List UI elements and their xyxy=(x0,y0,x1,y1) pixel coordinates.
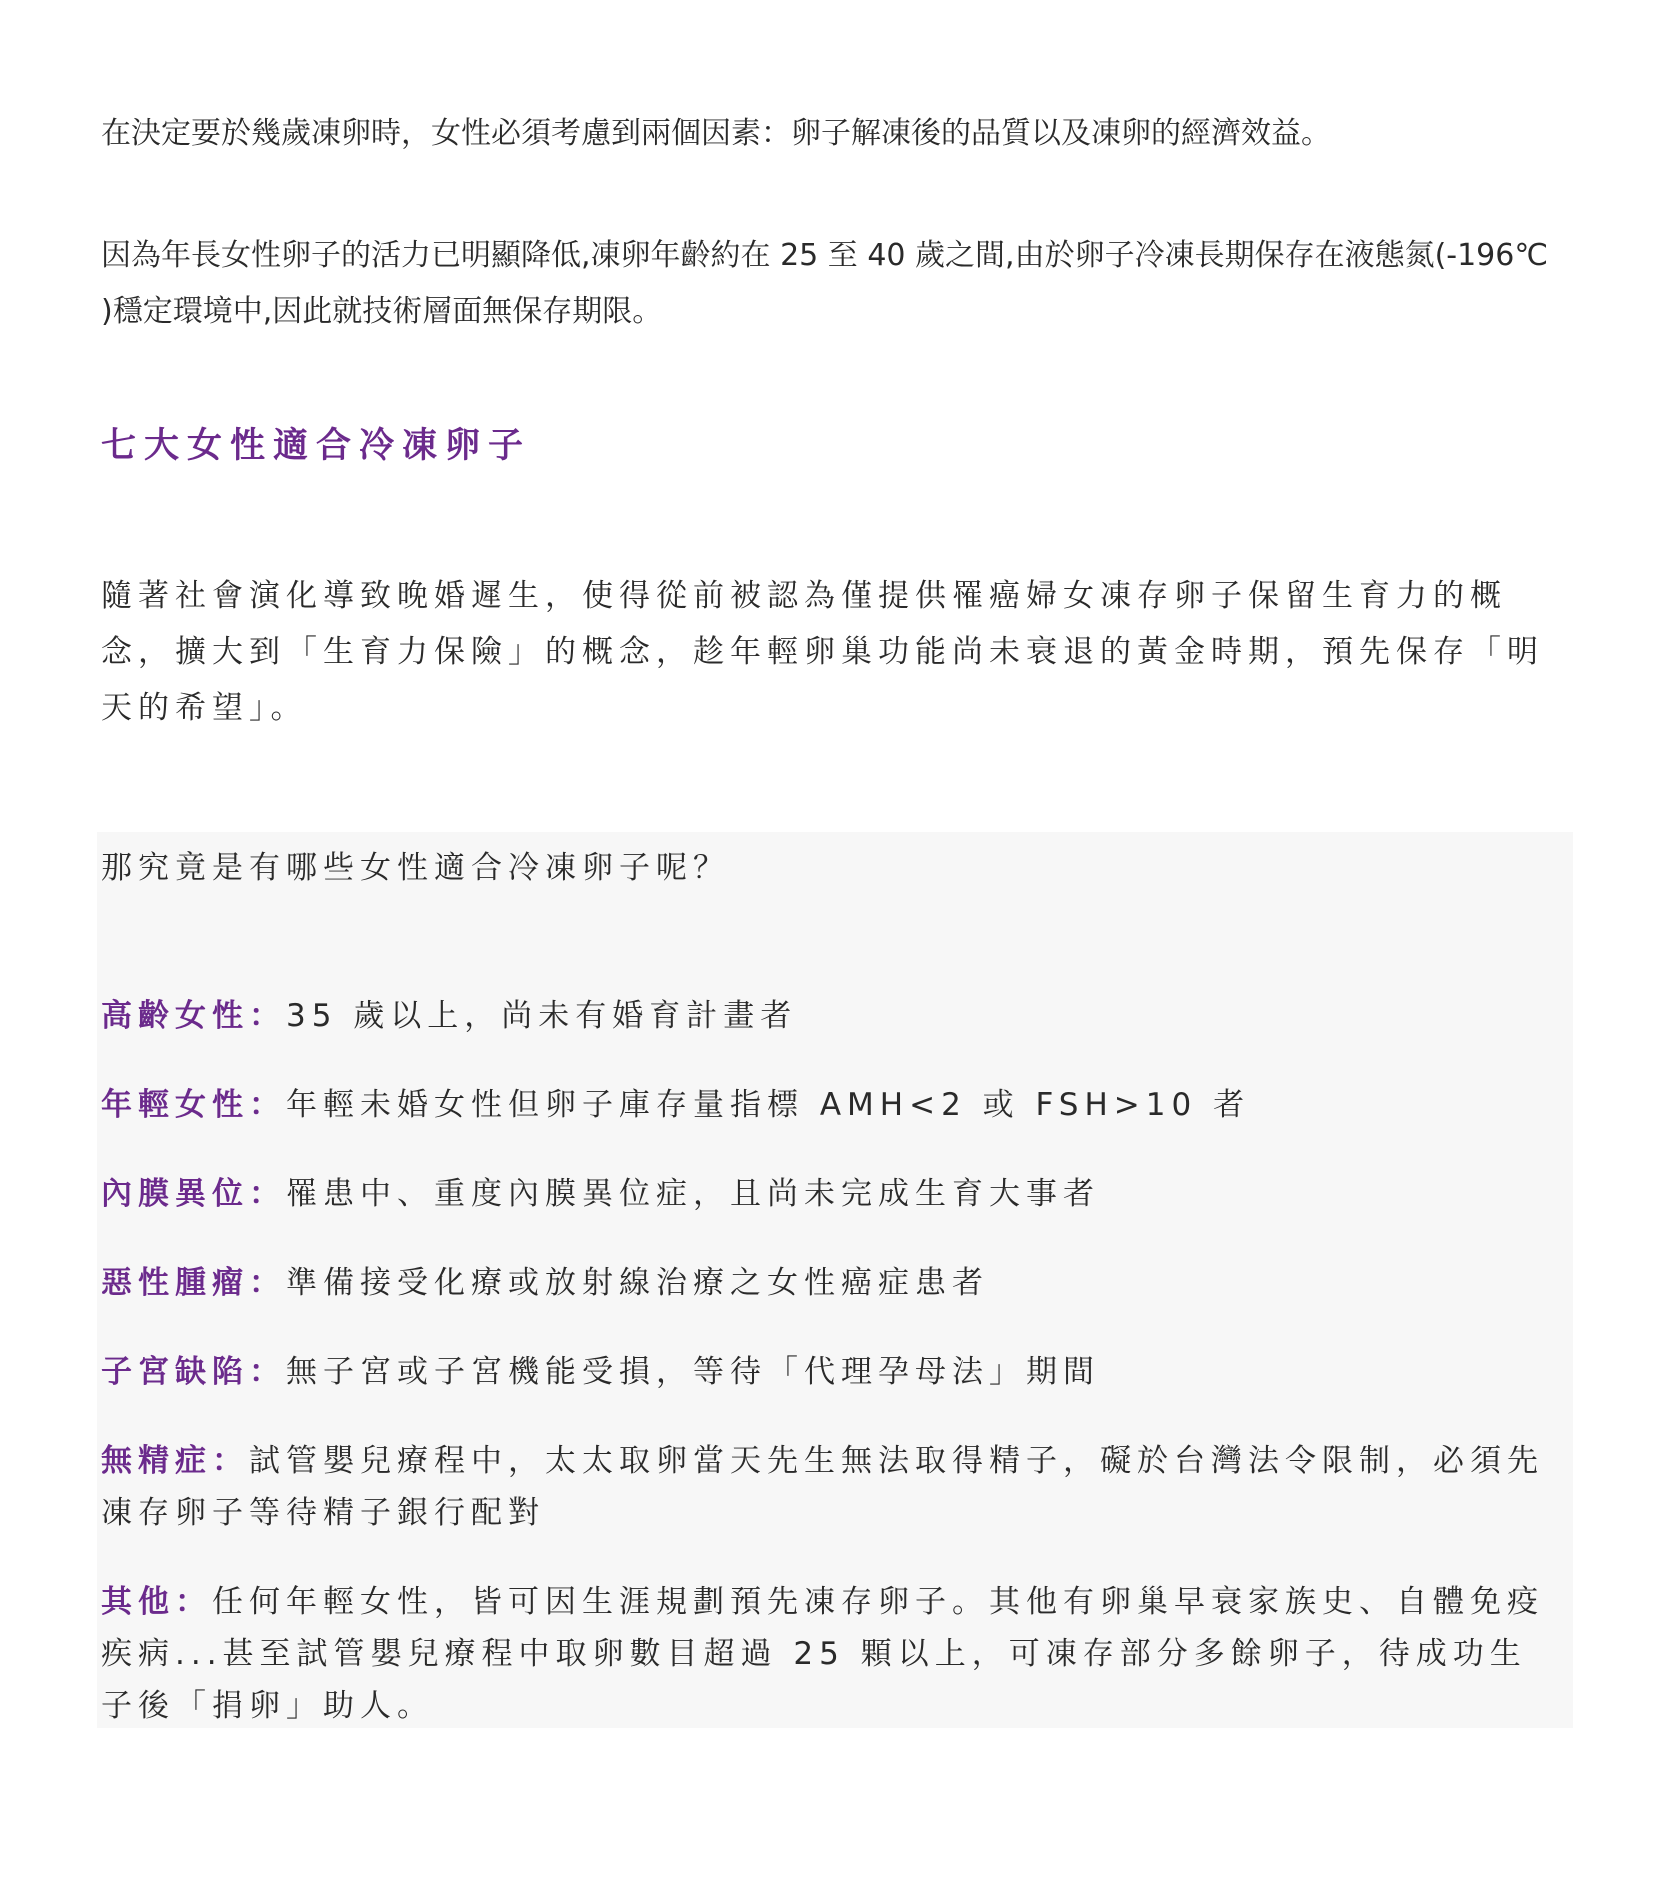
list-item xyxy=(101,1346,1561,1398)
item-text: 準備接受化療或放射線治療之女性癌症患者 xyxy=(286,1265,989,1301)
panel-question: 那究竟是有哪些女性適合冷凍卵子呢？ xyxy=(101,850,730,886)
item-label: 子宮缺陷： xyxy=(101,1354,286,1390)
intro-paragraph-age-factors: 在決定要於幾歲凍卵時，女性必須考慮到兩個因素：卵子解凍後的品質以及凍卵的經濟效益。 xyxy=(101,116,1331,151)
item-label: 高齡女性： xyxy=(101,998,286,1034)
list-item xyxy=(101,1168,1561,1220)
item-label: 惡性腫瘤： xyxy=(101,1265,286,1301)
list-item xyxy=(101,1257,1561,1309)
item-text: 無子宮或子宮機能受損，等待「代理孕母法」期間 xyxy=(286,1354,1100,1390)
list-item xyxy=(101,1576,1561,1732)
item-label: 內膜異位： xyxy=(101,1176,286,1212)
section-heading: 七大女性適合冷凍卵子 xyxy=(101,426,532,466)
list-item xyxy=(101,990,1561,1042)
item-label: 年輕女性： xyxy=(101,1087,286,1123)
item-label: 無精症： xyxy=(101,1443,249,1479)
list-item xyxy=(101,1435,1561,1539)
item-text: 罹患中、重度內膜異位症，且尚未完成生育大事者 xyxy=(286,1176,1100,1212)
item-text: 任何年輕女性，皆可因生涯規劃預先凍存卵子。其他有卵巢早衰家族史、自體免疫疾病...甚至試管嬰兒療程中取卵數目超過 25 顆以上，可凍存部分多餘卵子，待成功生子後「捐卵」助人。 xyxy=(101,1584,1544,1724)
section-paragraph: 隨著社會演化導致晚婚遲生，使得從前被認為僅提供罹癌婦女凍存卵子保留生育力的概念，擴大到「生育力保險」的概念，趁年輕卵巢功能尚未衰退的黃金時期，預先保存「明天的希望」。 xyxy=(101,578,1544,726)
item-label: 其他： xyxy=(101,1584,212,1620)
item-text: 35 歲以上，尚未有婚育計畫者 xyxy=(286,998,798,1034)
item-text: 年輕未婚女性但卵子庫存量指標 AMH<2 或 FSH>10 者 xyxy=(286,1087,1251,1123)
intro-paragraph-age-range: 因為年長女性卵子的活力已明顯降低,凍卵年齡約在 25 至 40 歲之間,由於卵子冷凍長期保存在液態氮(-196℃ )穩定環境中,因此就技術層面無保存期限。 xyxy=(101,238,1549,329)
list-item xyxy=(101,1079,1561,1131)
item-text: 試管嬰兒療程中，太太取卵當天先生無法取得精子，礙於台灣法令限制，必須先凍存卵子等待精子銀行配對 xyxy=(101,1443,1544,1531)
